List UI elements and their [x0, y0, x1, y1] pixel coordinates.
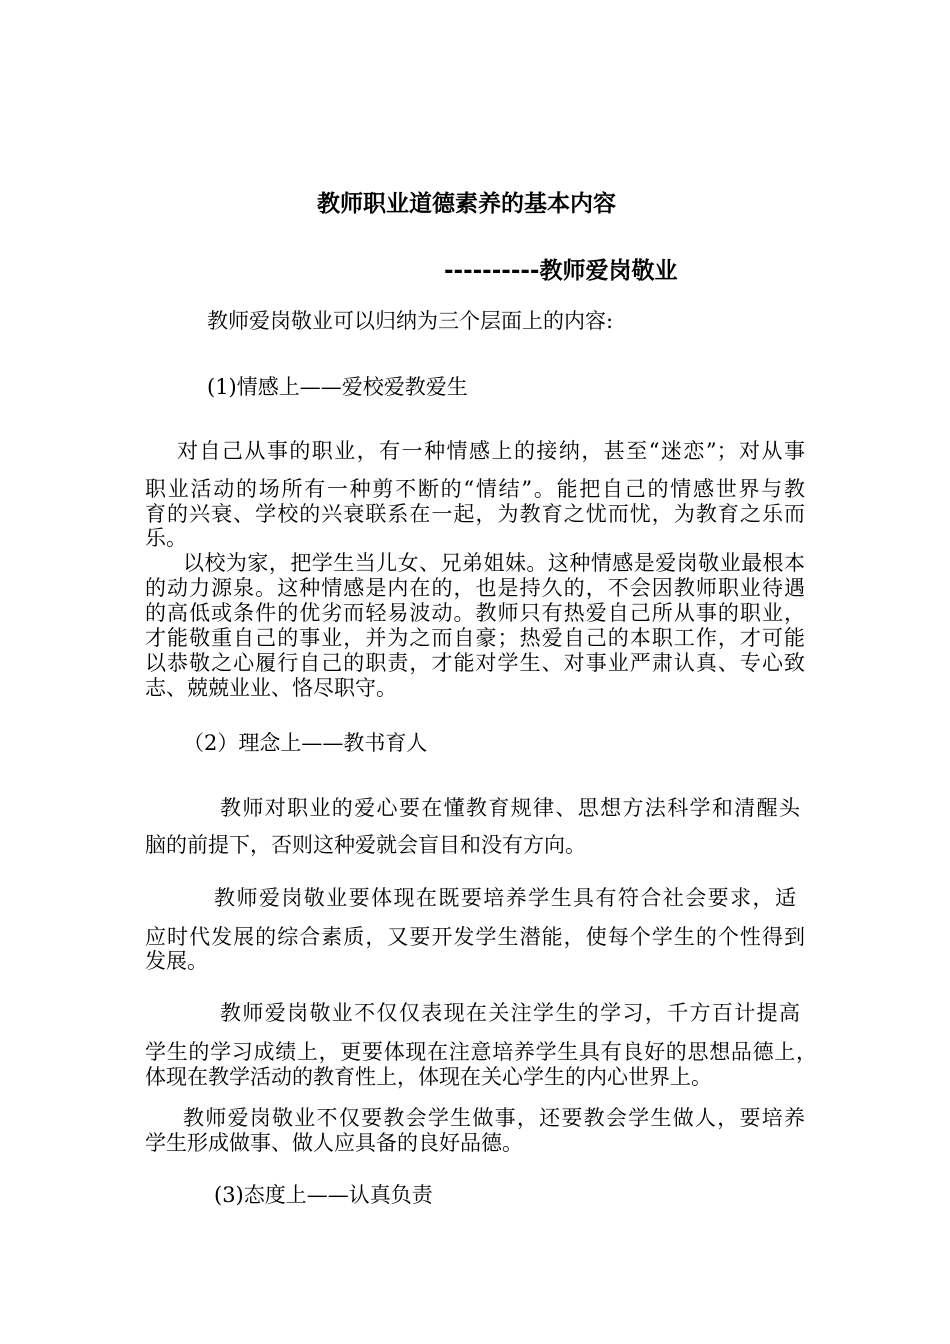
intro-text: 教师爱岗敬业可以归纳为三个层面上的内容: [207, 309, 614, 333]
section2-paragraph4-line: 学生形成做事、做人应具备的良好品德。 [145, 1131, 523, 1155]
section1-paragraph2-line: 以校为家，把学生当儿女、兄弟姐妹。这种情感是爱岗敬业最根本 [183, 551, 805, 575]
section1-paragraph2-line: 的动力源泉。这种情感是内在的，也是持久的，不会因教师职业待遇 [145, 576, 805, 600]
section2-paragraph2-line: 教师爱岗敬业要体现在既要培养学生具有符合社会要求，适 [214, 886, 796, 910]
section2-paragraph4-line: 教师爱岗敬业不仅要教会学生做事，还要教会学生做人，要培养 [183, 1106, 805, 1130]
section2-heading: （2）理念上——教书育人 [183, 731, 428, 755]
document-subtitle: ----------教师爱岗敬业 [444, 258, 678, 284]
section1-paragraph1-line: 乐。 [145, 526, 187, 550]
section1-paragraph1-line: 职业活动的场所有一种剪不断的“情结”。能把自己的情感世界与教 [145, 477, 805, 501]
section2-paragraph2-line: 应时代发展的综合素质，又要开发学生潜能，使每个学生的个性得到 [145, 925, 805, 949]
section2-paragraph1-line: 教师对职业的爱心要在懂教育规律、思想方法科学和清醒头 [220, 796, 800, 820]
document-title: 教师职业道德素养的基本内容 [317, 191, 616, 217]
section2-paragraph3-line: 体现在教学活动的教育性上，体现在关心学生的内心世界上。 [145, 1065, 712, 1089]
section1-paragraph1-line: 育的兴衰、学校的兴衰联系在一起，为教育之忧而忧，为教育之乐而 [145, 502, 805, 526]
section1-paragraph1-line: 对自己从事的职业，有一种情感上的接纳，甚至“迷恋”；对从事 [177, 439, 805, 463]
section1-heading: (1)情感上——爱校爱教爱生 [207, 375, 468, 399]
section2-paragraph1-line: 脑的前提下，否则这种爱就会盲目和没有方向。 [145, 833, 586, 857]
section1-paragraph2-line: 以恭敬之心履行自己的职责，才能对学生、对事业严肃认真、专心致 [145, 651, 805, 675]
section2-paragraph3-line: 教师爱岗敬业不仅仅表现在关注学生的学习，千方百计提高 [220, 1001, 800, 1025]
section1-paragraph2-line: 才能敬重自己的事业，并为之而自豪；热爱自己的本职工作，才可能 [145, 626, 805, 650]
section1-paragraph2-line: 志、兢兢业业、恪尽职守。 [145, 676, 397, 700]
section2-paragraph2-line: 发展。 [145, 949, 208, 973]
section3-heading: (3)态度上——认真负责 [214, 1183, 433, 1207]
section1-paragraph2-line: 的高低或条件的优劣而轻易波动。教师只有热爱自己所从事的职业， [145, 601, 805, 625]
section2-paragraph3-line: 学生的学习成绩上，更要体现在注意培养学生具有良好的思想品德上， [145, 1040, 817, 1064]
